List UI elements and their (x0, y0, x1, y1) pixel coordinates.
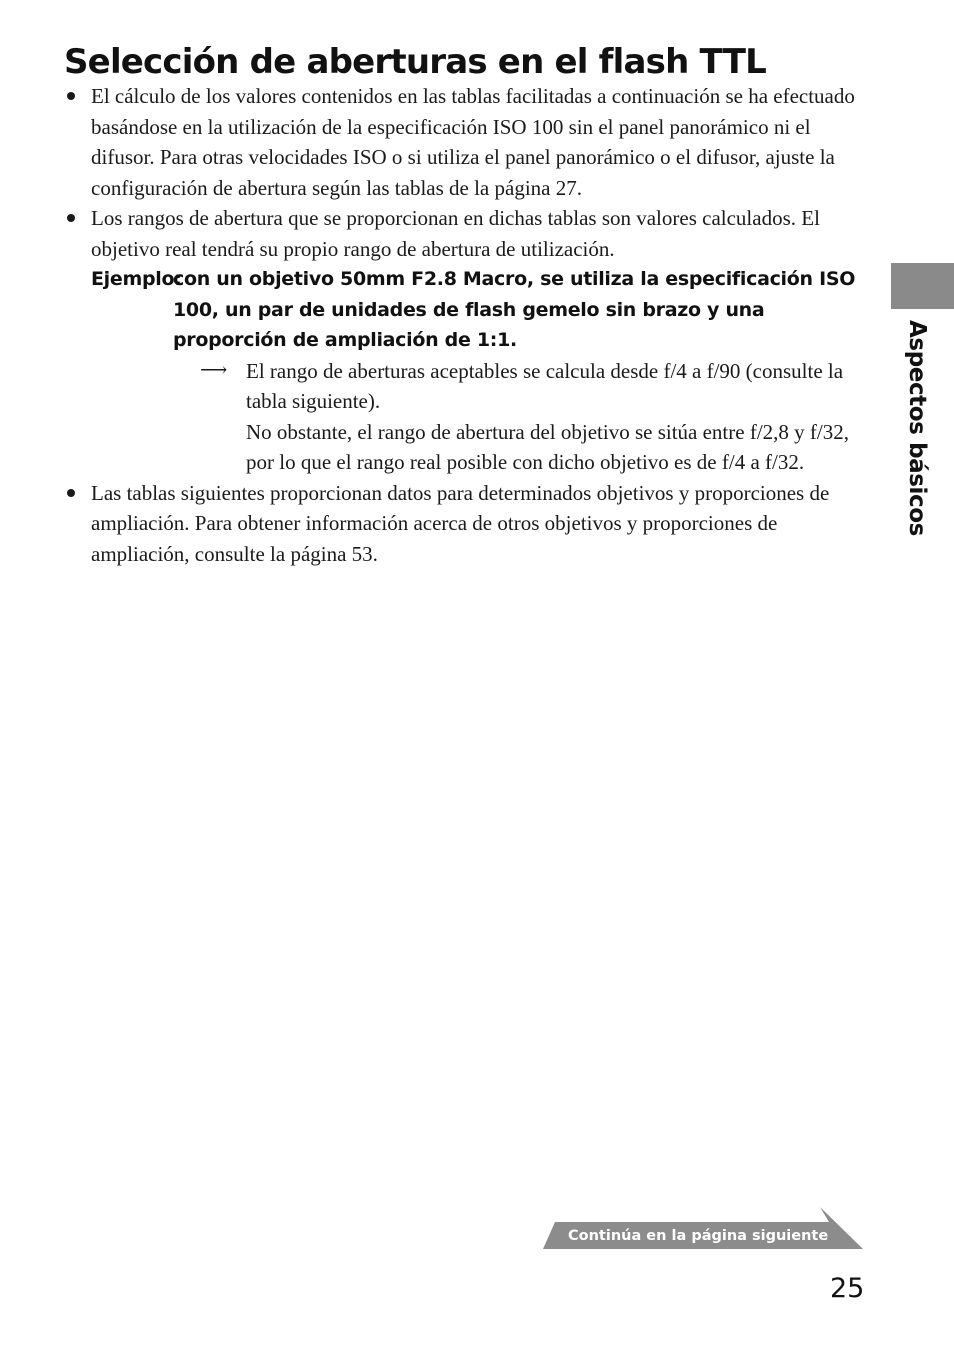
bullet-icon (67, 92, 75, 100)
result-line: No obstante, el rango de abertura del objetivo se sitúa entre f/2,8 y f/32, por lo que el rango real posible con dicho objetivo es de f/4 a f/32. (246, 419, 849, 474)
bullet-text: Los rangos de abertura que se proporcionan en dichas tablas son valores calculados. El objetivo real tendrá su propio rango de abertura de utilización. (91, 206, 820, 261)
bullet-text: Las tablas siguientes proporcionan datos para determinados objetivos y proporciones de ampliación. Para obtener información acerca de otros objetivos y proporciones de ampliación, consulte la página 53. (91, 480, 830, 566)
bullet-icon (67, 214, 75, 222)
right-arrow-icon: ⟶ (200, 359, 228, 381)
example-text: con un objetivo 50mm F2.8 Macro, se utiliza la especificación ISO 100, un par de unidades de flash gemelo sin brazo y una proporción de ampliación de 1:1. (173, 268, 856, 351)
example-label: Ejemplo: (91, 268, 182, 290)
main-content (64, 81, 864, 569)
section-tab-marker (891, 263, 954, 309)
example-block (64, 264, 864, 356)
page-number: 25 (830, 1273, 865, 1304)
bullet-icon (67, 489, 75, 497)
continue-label: Continúa en la página siguiente (568, 1227, 829, 1244)
page-title: Selección de aberturas en el flash TTL (64, 42, 766, 82)
bullet-item (64, 81, 864, 203)
section-label: Aspectos básicos (904, 320, 930, 536)
bullet-text: El cálculo de los valores contenidos en las tablas facilitadas a continuación se ha efectuado basándose en la utilización de la especificación ISO 100 sin el panel panorámico ni el difusor. Para otras velocidades ISO o si utiliza el panel panorámico o el difusor, ajuste la configuración de abertura según las tablas de la página 27. (91, 84, 855, 200)
example-result (64, 356, 864, 478)
bullet-item (64, 203, 864, 264)
bullet-item (64, 478, 864, 570)
result-line: El rango de aberturas aceptables se calcula desde f/4 a f/90 (consulte la tabla siguiente). (246, 358, 844, 413)
